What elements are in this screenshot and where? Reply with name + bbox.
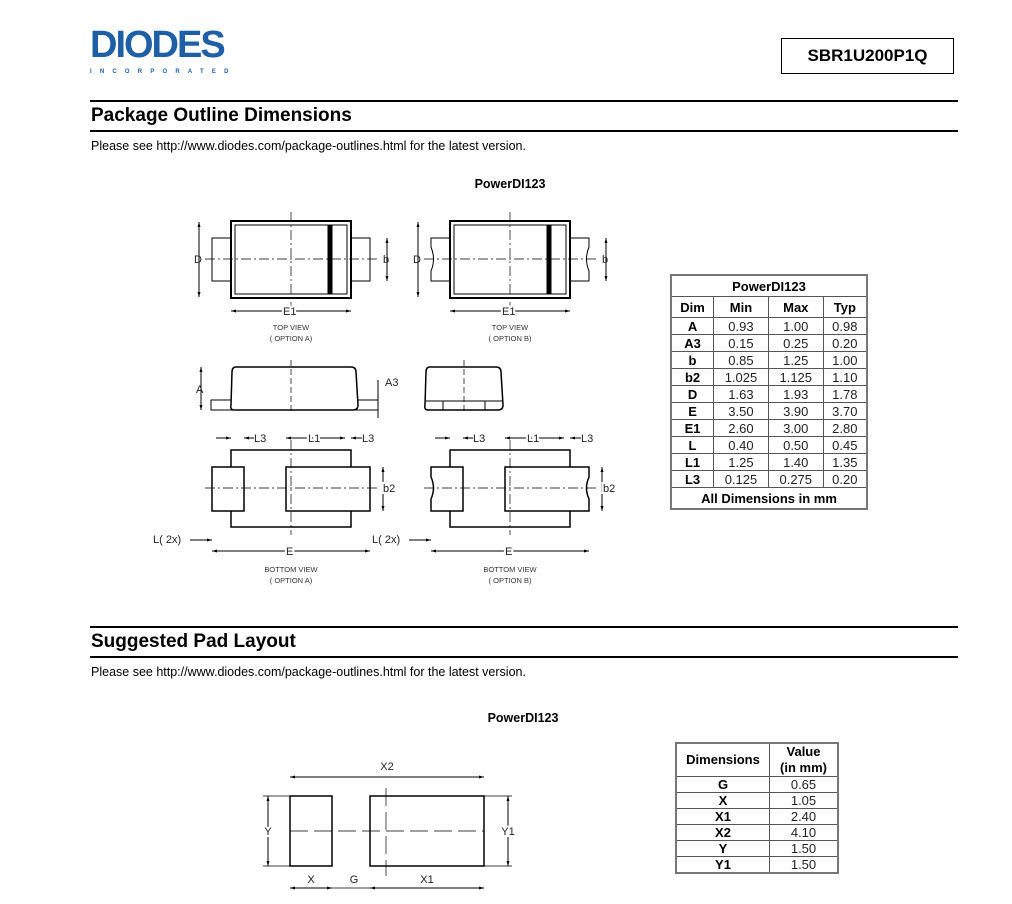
pad-dimensions-table [675,742,839,874]
label-e: E [505,546,513,558]
table-footer: All Dimensions in mm [671,488,867,510]
label-x1: X1 [420,874,434,886]
cathode-band [547,226,551,294]
side-view-option-a [201,360,378,418]
dim-cell: Y1 [676,857,770,874]
dim-cell: X2 [676,825,770,841]
column-header [770,743,839,777]
value-cell: 0.50 [768,437,823,454]
dim-cell: X [676,793,770,809]
table-row [671,471,867,488]
lead [351,238,370,281]
table-header-row [676,743,838,777]
dim-cell: X1 [676,809,770,825]
column-header: Min [714,297,769,318]
lead [431,238,450,281]
value-cell: 0.85 [714,352,769,369]
table-row [671,454,867,471]
dim-cell: A [671,318,714,335]
value-cell: 1.25 [768,352,823,369]
value-cell: 3.90 [768,403,823,420]
table-row [676,777,838,793]
pad-package-name: PowerDI123 [487,711,559,725]
part-number-box: SBR1U200P1Q [781,38,954,74]
value-cell: 0.125 [714,471,769,488]
value-cell: 1.00 [823,352,867,369]
table-header-row [671,297,867,318]
label-l1: L1 [308,433,321,445]
value-cell: 1.50 [770,841,839,857]
logo-wordmark: DIODES [90,24,224,66]
terminal [286,467,370,511]
table-row [671,386,867,403]
table-row [676,841,838,857]
logo-subtext: INCORPORATED [90,69,237,75]
label-l-2x: L( 2x) [153,534,182,546]
column-header-line: (in mm) [780,760,827,775]
table-row [676,793,838,809]
dim-cell: A3 [671,335,714,352]
outline-section-title: Package Outline Dimensions [91,105,352,126]
value-cell: 2.40 [770,809,839,825]
table-row [671,352,867,369]
column-header-line: Value [786,744,821,759]
dim-cell: D [671,386,714,403]
label-l3: L3 [581,433,594,445]
label-b: b [602,254,609,266]
value-cell: 0.15 [714,335,769,352]
caption-bottom-view: BOTTOM VIEW [264,565,318,574]
value-cell: 3.00 [768,420,823,437]
label-b2: b2 [603,483,616,495]
value-cell: 1.93 [768,386,823,403]
value-cell: 2.60 [714,420,769,437]
dim-cell: L1 [671,454,714,471]
dim-cell: L [671,437,714,454]
dim-cell: G [676,777,770,793]
label-e: E [286,546,294,558]
label-a: A [196,384,204,396]
bottom-view-option-a [190,438,383,551]
side-view-option-b [425,360,503,414]
value-cell: 1.05 [770,793,839,809]
value-cell: 0.25 [768,335,823,352]
caption-option-b: ( OPTION B) [488,576,532,585]
column-header: Typ [823,297,867,318]
label-e1: E1 [283,306,297,318]
bottom-view-option-b [409,438,602,551]
label-d: D [413,254,421,266]
top-view-option-b [418,212,609,312]
value-cell: 0.275 [768,471,823,488]
cathode-band [328,226,332,294]
table-row [676,825,838,841]
value-cell: 0.98 [823,318,867,335]
label-b: b [383,254,390,266]
dim-cell: Y [676,841,770,857]
label-l-2x: L( 2x) [372,534,401,546]
value-cell: 0.40 [714,437,769,454]
value-cell: 0.65 [770,777,839,793]
table-row [671,335,867,352]
label-l3: L3 [473,433,486,445]
table-title: PowerDI123 [671,275,867,297]
label-y1: Y1 [501,826,515,838]
pad-section-title: Suggested Pad Layout [91,631,296,652]
column-header: Dim [671,297,714,318]
label-l1: L1 [527,433,540,445]
table-row [676,809,838,825]
table-row [671,318,867,335]
caption-option-a: ( OPTION A) [269,576,313,585]
value-cell: 1.35 [823,454,867,471]
label-x: X [307,874,315,886]
value-cell: 0.20 [823,335,867,352]
dim-cell: b2 [671,369,714,386]
label-y: Y [264,826,272,838]
value-cell: 1.025 [714,369,769,386]
value-cell: 1.63 [714,386,769,403]
value-cell: 4.10 [770,825,839,841]
terminal [212,467,244,511]
label-g: G [349,874,359,886]
value-cell: 0.93 [714,318,769,335]
value-cell: 1.40 [768,454,823,471]
value-cell: 1.25 [714,454,769,471]
table-row [671,369,867,386]
caption-bottom-view: BOTTOM VIEW [483,565,537,574]
lead [570,238,589,281]
table-row [671,403,867,420]
outline-package-name: PowerDI123 [474,177,546,191]
label-x2: X2 [380,761,394,773]
caption-option-a: ( OPTION A) [269,334,313,343]
value-cell: 3.50 [714,403,769,420]
value-cell: 1.10 [823,369,867,386]
label-a3: A3 [385,377,399,389]
caption-top-view: TOP VIEW [272,323,310,332]
dim-cell: L3 [671,471,714,488]
dim-cell: b [671,352,714,369]
caption-option-b: ( OPTION B) [488,334,532,343]
table-row [671,437,867,454]
value-cell: 0.45 [823,437,867,454]
label-b2: b2 [383,483,396,495]
value-cell: 1.125 [768,369,823,386]
value-cell: 1.00 [768,318,823,335]
column-header: Dimensions [676,743,770,777]
label-l3: L3 [254,433,267,445]
label-d: D [194,254,202,266]
lead [212,238,231,281]
dim-cell: E [671,403,714,420]
table-row [671,420,867,437]
value-cell: 1.78 [823,386,867,403]
value-cell: 2.80 [823,420,867,437]
outline-note: Please see http://www.diodes.com/package-outlines.html for the latest version. [91,139,526,153]
value-cell: 0.20 [823,471,867,488]
value-cell: 1.50 [770,857,839,874]
top-view-option-a [199,212,390,312]
table-row [676,857,838,874]
caption-top-view: TOP VIEW [491,323,529,332]
column-header: Max [768,297,823,318]
label-e1: E1 [502,306,516,318]
label-l3: L3 [362,433,375,445]
value-cell: 3.70 [823,403,867,420]
dim-cell: E1 [671,420,714,437]
outline-dimensions-table [670,274,868,510]
pad-note: Please see http://www.diodes.com/package-outlines.html for the latest version. [91,665,526,679]
pad-layout-drawing [263,777,515,888]
